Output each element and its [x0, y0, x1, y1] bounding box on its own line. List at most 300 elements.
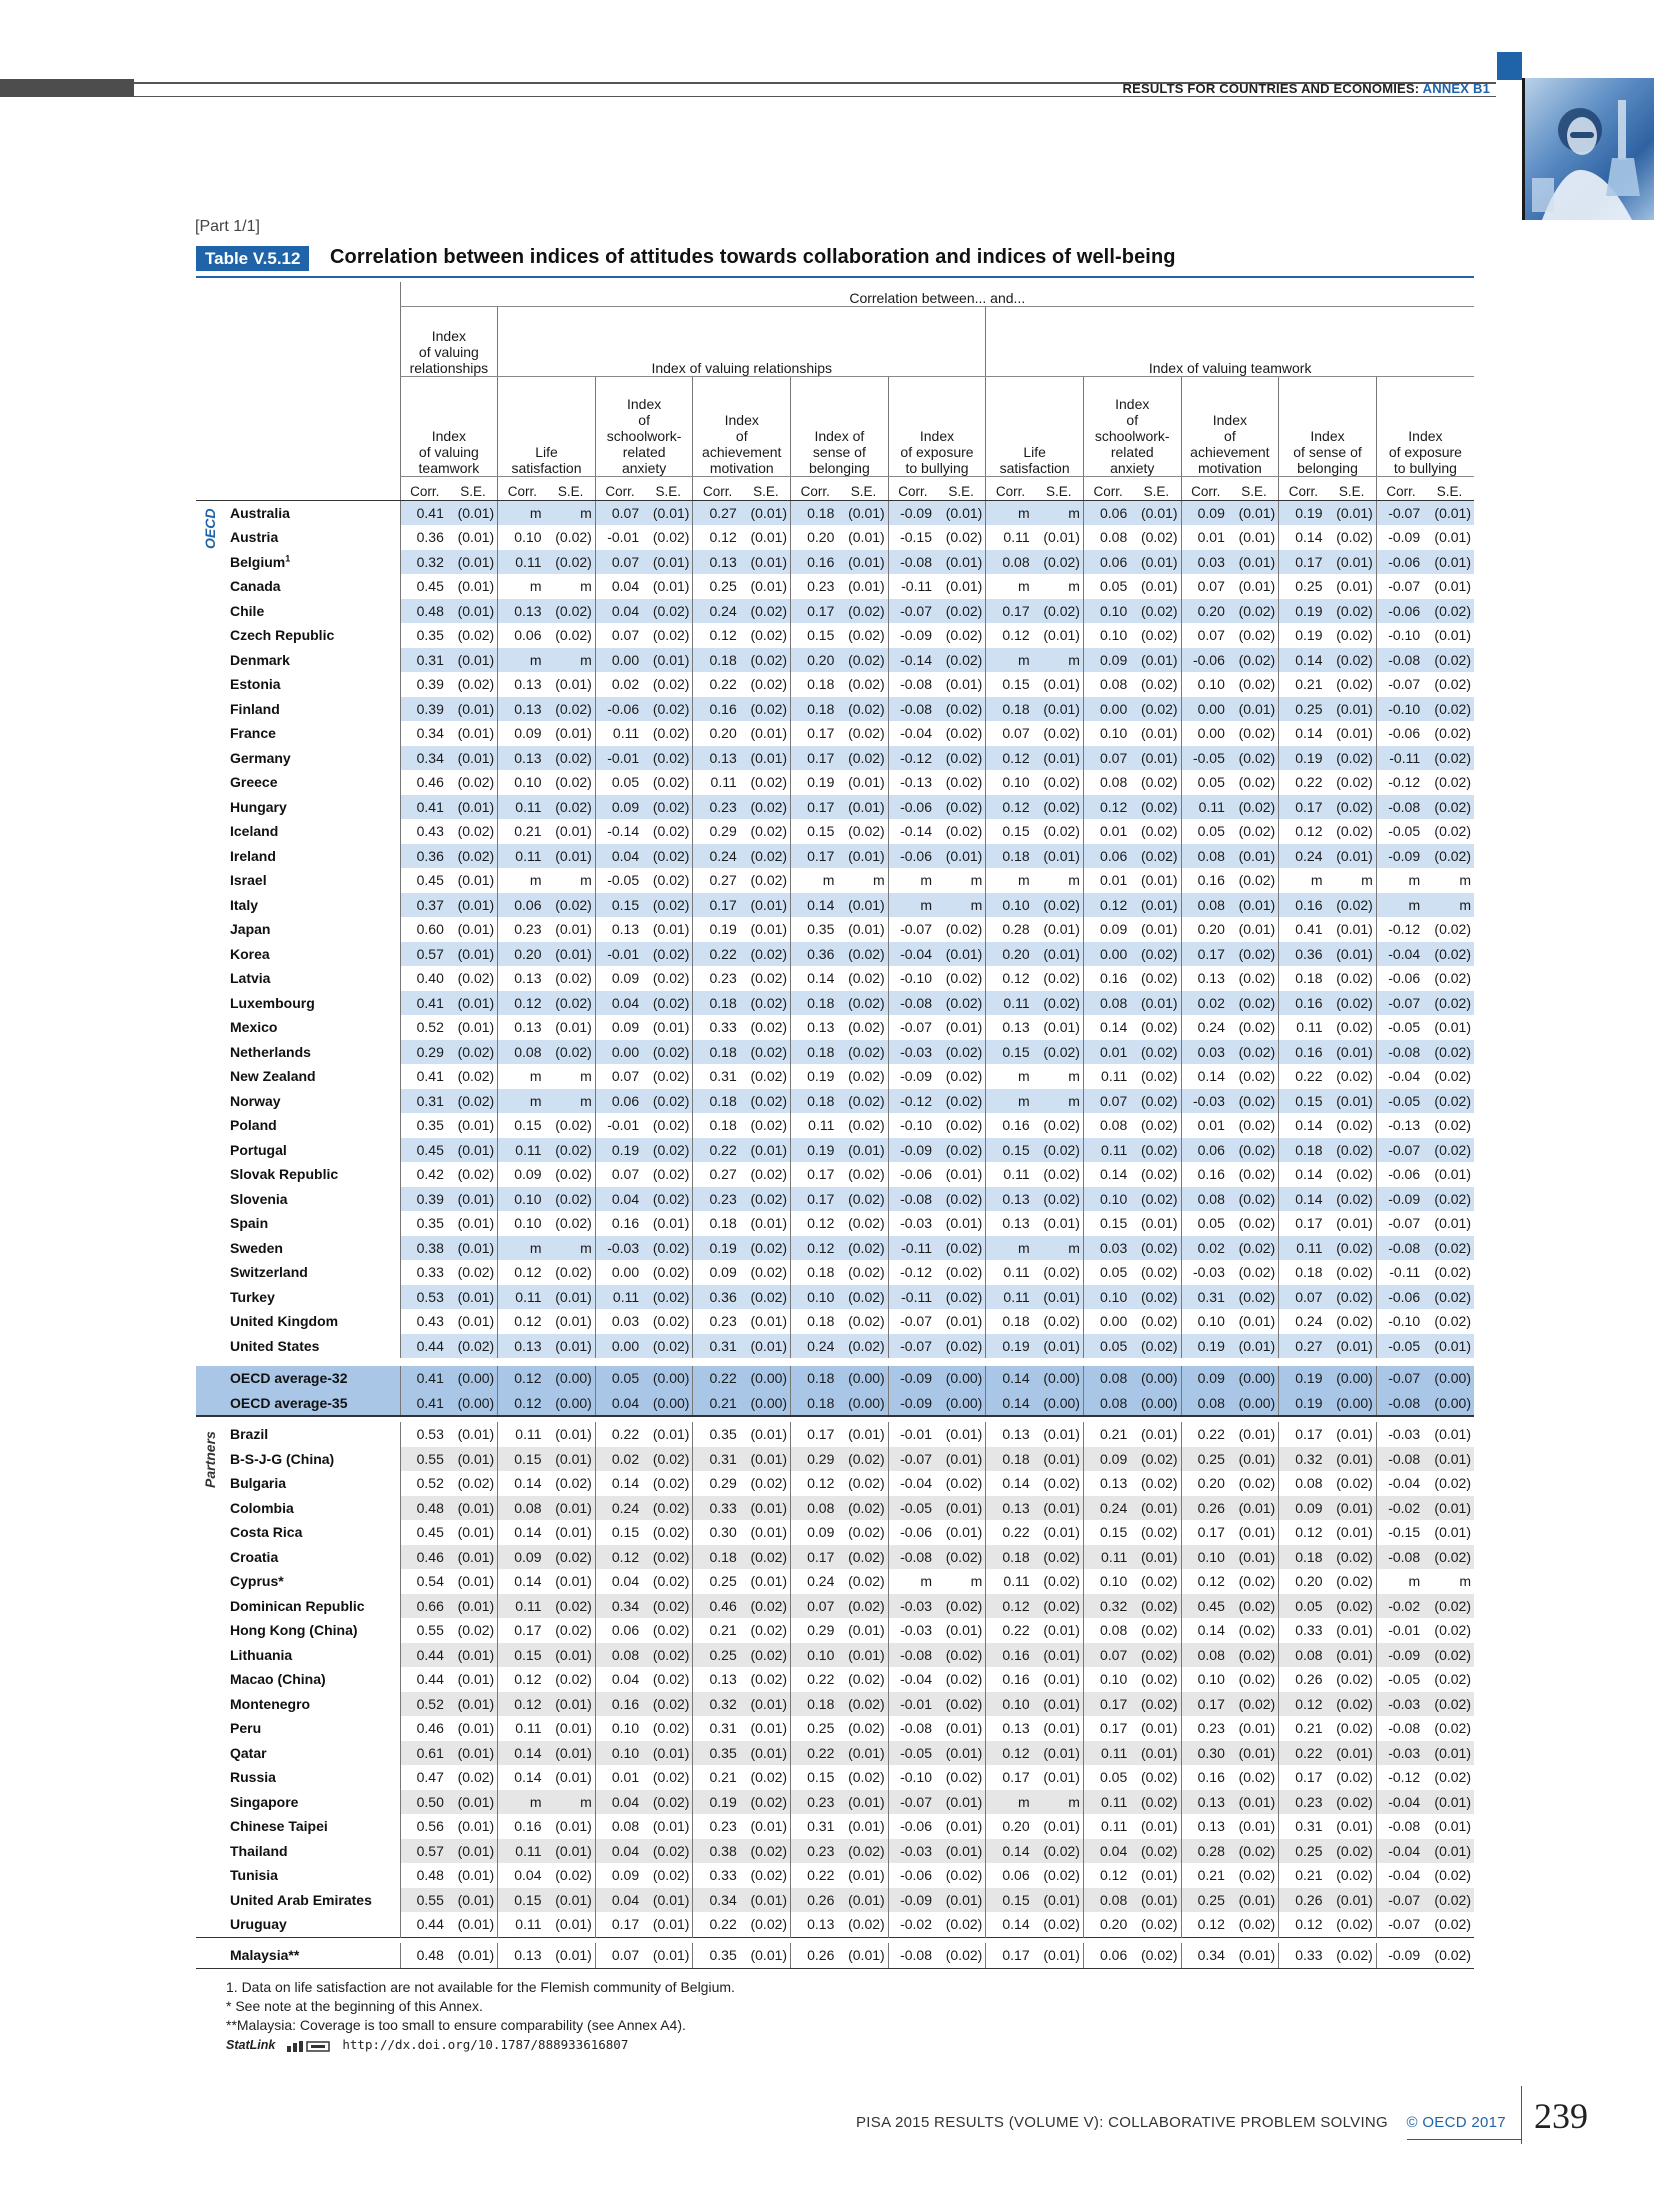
corr-value: -0.10 — [888, 966, 937, 991]
corr-value: 0.09 — [595, 795, 644, 820]
se-value: (0.01) — [547, 1692, 596, 1717]
country-name — [196, 1285, 400, 1310]
corr-value: 0.10 — [1181, 1309, 1230, 1334]
se-value: (0.02) — [1035, 1594, 1084, 1619]
running-header-annex: ANNEX B1 — [1422, 81, 1490, 96]
corr-value: 0.12 — [1279, 1520, 1328, 1545]
corr-value: 0.11 — [498, 550, 547, 575]
country-name — [196, 1839, 400, 1864]
corr-value: 0.11 — [986, 991, 1035, 1016]
se-value: (0.02) — [644, 1545, 693, 1570]
se-value: (0.00) — [1230, 1391, 1279, 1417]
se-value: (0.02) — [449, 1040, 498, 1065]
se-value: (0.01) — [449, 1643, 498, 1668]
corr-value: m — [1376, 1569, 1425, 1594]
corr-value: 0.39 — [400, 697, 449, 722]
se-value: (0.01) — [1043, 1215, 1080, 1231]
se-value: (0.01) — [1328, 1496, 1377, 1521]
corr-value: -0.08 — [888, 1716, 937, 1741]
corr-value: 0.34 — [693, 1888, 742, 1913]
corr-value: m — [986, 574, 1035, 599]
corr-value: 0.14 — [1279, 1187, 1328, 1212]
country-name — [196, 746, 400, 771]
se-value: (0.01) — [1132, 1741, 1181, 1766]
corr-value: 0.00 — [1083, 697, 1132, 722]
corr-header: Corr. — [1083, 476, 1132, 500]
corr-value: 0.22 — [986, 1618, 1035, 1643]
table-row — [196, 1790, 1474, 1815]
corr-value: 0.41 — [400, 500, 449, 525]
se-value: (0.02) — [1230, 1643, 1279, 1668]
se-value: (0.02) — [1140, 970, 1178, 986]
se-value: (0.01) — [652, 1426, 690, 1442]
country-label: Portugal — [230, 1141, 287, 1158]
se-value: (0.01) — [1238, 1720, 1276, 1736]
corr-value: -0.05 — [1376, 1667, 1425, 1692]
country-label: Thailand — [230, 1842, 288, 1859]
corr-value: 0.17 — [1181, 1692, 1230, 1717]
se-value: (0.00) — [644, 1391, 693, 1417]
corr-value: 0.18 — [986, 1447, 1035, 1472]
se-value: (0.02) — [1132, 1334, 1181, 1359]
corr-value: -0.09 — [1376, 525, 1425, 550]
corr-value: -0.01 — [595, 1113, 644, 1138]
corr-value: 0.07 — [1181, 623, 1230, 648]
se-value: (0.01) — [1230, 1888, 1279, 1913]
corr-value: 0.08 — [498, 1496, 547, 1521]
se-value: (0.01) — [449, 1888, 498, 1913]
se-value: (0.01) — [937, 550, 986, 575]
se-value: m — [1361, 872, 1373, 888]
corr-value: -0.06 — [888, 1162, 937, 1187]
se-value: (0.02) — [945, 921, 983, 937]
corr-value: 0.46 — [400, 1716, 449, 1741]
corr-value: 0.57 — [400, 1839, 449, 1864]
corr-value: 0.35 — [693, 1741, 742, 1766]
se-value: (0.01) — [1043, 1622, 1080, 1638]
corr-value: 0.37 — [400, 893, 449, 918]
se-value: (0.01) — [1328, 1334, 1377, 1359]
se-value: (0.01) — [1238, 1818, 1276, 1834]
se-value: (0.02) — [1043, 1117, 1080, 1133]
corr-value: -0.06 — [888, 795, 937, 820]
corr-value: 0.16 — [595, 1692, 644, 1717]
se-value: (0.01) — [449, 1496, 498, 1521]
corr-value: -0.09 — [888, 1391, 937, 1417]
country-label: France — [230, 725, 276, 741]
se-value: (0.02) — [457, 1622, 495, 1638]
se-value: (0.01) — [1230, 697, 1279, 722]
se-value: (0.02) — [652, 1524, 690, 1540]
se-value: (0.02) — [1238, 1068, 1276, 1084]
country-label: Qatar — [230, 1744, 267, 1761]
se-value: (0.01) — [1434, 1166, 1471, 1182]
se-value: (0.02) — [848, 1264, 885, 1280]
se-value: (0.02) — [1238, 872, 1276, 888]
corr-value: -0.08 — [888, 1187, 937, 1212]
se-value: m — [547, 500, 596, 525]
se-value: (0.01) — [644, 550, 693, 575]
corr-value: 0.13 — [498, 599, 547, 624]
se-value: (0.01) — [449, 1236, 498, 1261]
corr-value: -0.10 — [888, 1113, 937, 1138]
column-header: Index of exposure to bullying — [1376, 376, 1474, 476]
corr-value: 0.15 — [1083, 1211, 1132, 1236]
statlink-chart-icon — [287, 2040, 331, 2052]
corr-value: 0.15 — [498, 1447, 547, 1472]
se-value: (0.02) — [652, 1166, 690, 1182]
table-row — [196, 1040, 1474, 1065]
se-value: (0.01) — [555, 1019, 592, 1035]
se-value: (0.01) — [1140, 578, 1178, 594]
se-value: m — [547, 648, 596, 673]
corr-value: -0.15 — [888, 525, 937, 550]
country-name — [196, 1471, 400, 1496]
se-value: (0.01) — [1035, 1447, 1084, 1472]
country-label: B-S-J-G (China) — [230, 1450, 335, 1467]
se-value: (0.01) — [449, 1285, 498, 1310]
corr-value: 0.31 — [693, 1064, 742, 1089]
corr-value: 0.08 — [1083, 1366, 1132, 1391]
corr-value: 0.17 — [791, 1422, 840, 1447]
corr-value: 0.04 — [595, 1569, 644, 1594]
corr-value: 0.21 — [1083, 1422, 1132, 1447]
corr-value: 0.21 — [693, 1765, 742, 1790]
column-header: Index of exposure to bullying — [888, 376, 986, 476]
se-value: (0.02) — [1425, 1692, 1474, 1717]
corr-value: 0.12 — [986, 746, 1035, 771]
corr-value: 0.10 — [498, 1187, 547, 1212]
corr-value: 0.19 — [791, 1064, 840, 1089]
country-label: United Arab Emirates — [230, 1891, 372, 1908]
corr-value: 0.34 — [1181, 1943, 1230, 1968]
corr-value: 0.29 — [693, 1471, 742, 1496]
corr-value: -0.07 — [888, 1334, 937, 1359]
se-value: (0.02) — [1238, 1215, 1276, 1231]
se-value: (0.02) — [1230, 746, 1279, 771]
corr-value: 0.24 — [1181, 1015, 1230, 1040]
se-value: (0.02) — [1230, 1138, 1279, 1163]
table-row — [196, 1765, 1474, 1790]
corr-value: 0.20 — [1083, 1912, 1132, 1937]
corr-value: -0.14 — [888, 819, 937, 844]
se-value: (0.01) — [1132, 550, 1181, 575]
se-value: (0.01) — [1230, 844, 1279, 869]
corr-value: 0.15 — [986, 672, 1035, 697]
se-value: (0.01) — [1230, 893, 1279, 918]
country-name — [196, 1236, 400, 1261]
corr-value: 0.15 — [791, 623, 840, 648]
corr-value: 0.45 — [400, 574, 449, 599]
se-value: (0.01) — [1132, 746, 1181, 771]
corr-value: 0.19 — [791, 1138, 840, 1163]
se-value: (0.02) — [652, 1068, 690, 1084]
se-value: (0.02) — [848, 1671, 885, 1687]
corr-value: 0.16 — [986, 1643, 1035, 1668]
country-name — [196, 1064, 400, 1089]
table-row — [196, 966, 1474, 991]
corr-value: 0.02 — [595, 1447, 644, 1472]
corr-value: -0.06 — [1376, 550, 1425, 575]
se-value: (0.02) — [1328, 893, 1377, 918]
se-value: (0.02) — [1230, 1692, 1279, 1717]
corr-value: 0.18 — [693, 1211, 742, 1236]
corr-value: 0.11 — [498, 1422, 547, 1447]
se-value: (0.02) — [1043, 1475, 1080, 1491]
se-value: m — [873, 872, 885, 888]
header-photo — [1522, 78, 1654, 220]
country-label: Dominican Republic — [230, 1597, 365, 1614]
se-value: (0.02) — [848, 1117, 885, 1133]
se-value: (0.01) — [848, 1426, 885, 1442]
se-value: (0.01) — [750, 1215, 788, 1231]
se-value: (0.01) — [555, 725, 592, 741]
se-value: (0.01) — [1035, 1692, 1084, 1717]
se-value: (0.02) — [1132, 1187, 1181, 1212]
country-label: Germany — [230, 749, 291, 766]
se-value: (0.02) — [652, 970, 690, 986]
table-row — [196, 1138, 1474, 1163]
corr-value: 0.03 — [1083, 1236, 1132, 1261]
se-value: (0.02) — [1336, 1166, 1373, 1182]
table-row — [196, 1814, 1474, 1839]
country-label: Slovak Republic — [230, 1166, 339, 1182]
se-value: (0.01) — [1434, 1818, 1471, 1834]
se-value: (0.02) — [1238, 1019, 1276, 1035]
corr-value: 0.11 — [595, 721, 644, 746]
country-name — [196, 770, 400, 795]
table-row — [196, 1545, 1474, 1570]
corr-value: 0.02 — [595, 672, 644, 697]
corr-value: 0.22 — [693, 1912, 742, 1937]
se-value: (0.01) — [1238, 529, 1276, 545]
corr-value: 0.24 — [1279, 844, 1328, 869]
country-name — [196, 991, 400, 1016]
corr-value: -0.07 — [888, 1447, 937, 1472]
column-header: Index of sense of belonging — [1279, 376, 1377, 476]
corr-value: -0.12 — [1376, 770, 1425, 795]
corr-value: 0.17 — [791, 795, 840, 820]
se-value: (0.01) — [644, 1741, 693, 1766]
statlink-url[interactable]: http://dx.doi.org/10.1787/888933616807 — [342, 2037, 629, 2052]
country-name — [196, 1790, 400, 1815]
se-value: (0.02) — [1140, 1019, 1178, 1035]
se-value: (0.02) — [1132, 1692, 1181, 1717]
corr-value: 0.22 — [1279, 1741, 1328, 1766]
se-value: (0.02) — [937, 599, 986, 624]
corr-value: 0.18 — [791, 672, 840, 697]
corr-value: 0.18 — [693, 1089, 742, 1114]
se-value: (0.01) — [742, 1334, 791, 1359]
corr-value: 0.14 — [498, 1520, 547, 1545]
country-name — [196, 1496, 400, 1521]
se-value: (0.02) — [945, 1264, 983, 1280]
se-header: S.E. — [937, 476, 986, 500]
se-value: (0.01) — [937, 1790, 986, 1815]
corr-value: -0.08 — [1376, 1447, 1425, 1472]
corr-value: 0.57 — [400, 942, 449, 967]
corr-value: 0.18 — [986, 697, 1035, 722]
se-value: (0.02) — [555, 1475, 592, 1491]
se-value: (0.01) — [1425, 1447, 1474, 1472]
se-value: (0.01) — [1434, 1426, 1471, 1442]
corr-value: -0.07 — [888, 1015, 937, 1040]
corr-value: 0.08 — [595, 1814, 644, 1839]
se-value: (0.01) — [1035, 1888, 1084, 1913]
country-label: Hungary — [230, 798, 287, 815]
table-row — [196, 1569, 1474, 1594]
running-header-prefix: RESULTS FOR COUNTRIES AND ECONOMIES: — [1122, 81, 1420, 96]
corr-value: 0.35 — [693, 1422, 742, 1447]
se-value: (0.02) — [1132, 1089, 1181, 1114]
se-value: (0.01) — [1132, 1888, 1181, 1913]
corr-value: 0.16 — [498, 1814, 547, 1839]
se-value: (0.01) — [555, 1524, 592, 1540]
country-name — [196, 1888, 400, 1913]
corr-value: 0.26 — [1279, 1667, 1328, 1692]
se-value: (0.01) — [742, 1138, 791, 1163]
country-name — [196, 1667, 400, 1692]
table-row — [196, 1113, 1474, 1138]
se-value: (0.02) — [1434, 823, 1471, 839]
corr-value: 0.06 — [986, 1863, 1035, 1888]
country-label: Finland — [230, 700, 280, 717]
se-value: (0.02) — [652, 1867, 690, 1883]
corr-value: 0.23 — [693, 1309, 742, 1334]
se-value: (0.02) — [644, 1334, 693, 1359]
se-value: (0.01) — [457, 578, 495, 594]
corr-value: 0.13 — [1181, 1790, 1230, 1815]
se-value: (0.02) — [1425, 599, 1474, 624]
country-name — [196, 1943, 400, 1968]
se-value: (0.01) — [457, 1867, 495, 1883]
se-value: (0.01) — [1132, 991, 1181, 1016]
se-value: (0.01) — [742, 1496, 791, 1521]
se-value: (0.01) — [945, 1524, 983, 1540]
table-row — [196, 1692, 1474, 1717]
corr-value: 0.23 — [791, 1839, 840, 1864]
se-value: (0.01) — [1425, 500, 1474, 525]
corr-value: -0.06 — [1376, 1285, 1425, 1310]
corr-value: 0.31 — [1279, 1814, 1328, 1839]
corr-value: 0.13 — [1181, 1814, 1230, 1839]
corr-value: 0.20 — [986, 1814, 1035, 1839]
corr-value: -0.06 — [888, 1520, 937, 1545]
se-value: (0.02) — [937, 697, 986, 722]
corr-value: 0.17 — [791, 599, 840, 624]
se-value: (0.01) — [1336, 1215, 1373, 1231]
se-value: (0.02) — [848, 725, 885, 741]
se-value: (0.02) — [644, 795, 693, 820]
corr-value: 0.33 — [400, 1260, 449, 1285]
se-value: (0.00) — [1230, 1366, 1279, 1391]
se-value: (0.02) — [547, 599, 596, 624]
corr-value: 0.14 — [1279, 721, 1328, 746]
corr-value: -0.07 — [1376, 991, 1425, 1016]
corr-value: 0.39 — [400, 1187, 449, 1212]
se-value: (0.01) — [1043, 1426, 1080, 1442]
corr-value: 0.13 — [986, 1015, 1035, 1040]
se-value: (0.02) — [1238, 774, 1276, 790]
se-value: (0.02) — [1336, 1720, 1373, 1736]
se-value: (0.02) — [848, 1019, 885, 1035]
corr-value: 0.34 — [400, 721, 449, 746]
corr-value: 0.55 — [400, 1618, 449, 1643]
se-value: (0.02) — [750, 774, 788, 790]
country-label: Malaysia** — [230, 1947, 300, 1963]
country-label: Spain — [230, 1215, 269, 1231]
side-label-oecd: OECD — [202, 508, 218, 549]
se-value: (0.02) — [1328, 599, 1377, 624]
corr-value: -0.03 — [888, 1618, 937, 1643]
corr-value: 0.36 — [400, 525, 449, 550]
corr-value: 0.08 — [1083, 770, 1132, 795]
corr-value: 0.27 — [693, 500, 742, 525]
country-name — [196, 1716, 400, 1741]
corr-value: -0.08 — [888, 991, 937, 1016]
corr-value: 0.19 — [1279, 599, 1328, 624]
corr-value: 0.22 — [1279, 770, 1328, 795]
se-value: (0.01) — [457, 1215, 495, 1231]
se-value: (0.01) — [1035, 1943, 1084, 1968]
statlink-label: StatLink — [226, 2038, 276, 2052]
se-value: (0.02) — [1425, 844, 1474, 869]
se-value: (0.01) — [1336, 1622, 1373, 1638]
se-value: (0.01) — [1328, 697, 1377, 722]
se-value: (0.02) — [644, 697, 693, 722]
se-value: (0.01) — [1328, 1040, 1377, 1065]
corr-value: 0.17 — [791, 1187, 840, 1212]
corr-value: 0.04 — [595, 1839, 644, 1864]
se-value: (0.02) — [945, 1475, 983, 1491]
column-header: Index of schoolwork- related anxiety — [1083, 376, 1181, 476]
se-value: (0.02) — [742, 844, 791, 869]
corr-value: 0.23 — [1279, 1790, 1328, 1815]
se-value: (0.02) — [644, 991, 693, 1016]
se-value: (0.02) — [1425, 1888, 1474, 1913]
corr-value: -0.05 — [1181, 746, 1230, 771]
corr-value: -0.03 — [888, 1040, 937, 1065]
se-value: (0.02) — [1132, 1643, 1181, 1668]
table-row — [196, 1716, 1474, 1741]
corr-value: 0.11 — [498, 1594, 547, 1619]
se-value: (0.01) — [1336, 921, 1373, 937]
corr-value: 0.18 — [791, 1391, 840, 1417]
se-value: (0.01) — [839, 893, 888, 918]
corr-value: 0.32 — [1279, 1447, 1328, 1472]
table-row — [196, 1741, 1474, 1766]
se-value: (0.01) — [945, 1215, 983, 1231]
note-1: 1. Data on life satisfaction are not available for the Flemish community of Belgium. — [226, 1979, 735, 1995]
se-value: (0.01) — [937, 942, 986, 967]
corr-value: 0.15 — [1279, 1089, 1328, 1114]
corr-value: 0.11 — [1083, 1545, 1132, 1570]
se-value: (0.01) — [555, 1769, 592, 1785]
corr-value: 0.26 — [791, 1888, 840, 1913]
corr-header: Corr. — [595, 476, 644, 500]
corr-value: 0.20 — [1181, 917, 1230, 942]
corr-value: 0.06 — [1181, 1138, 1230, 1163]
se-value: (0.02) — [1035, 1187, 1084, 1212]
se-value: (0.02) — [750, 1769, 788, 1785]
se-value: (0.01) — [1043, 1019, 1080, 1035]
corr-value: 0.52 — [400, 1015, 449, 1040]
corr-value: 0.16 — [595, 1211, 644, 1236]
se-value: (0.01) — [547, 1839, 596, 1864]
se-value: (0.01) — [937, 1496, 986, 1521]
corr-value: 0.38 — [693, 1839, 742, 1864]
table-row — [196, 1334, 1474, 1359]
